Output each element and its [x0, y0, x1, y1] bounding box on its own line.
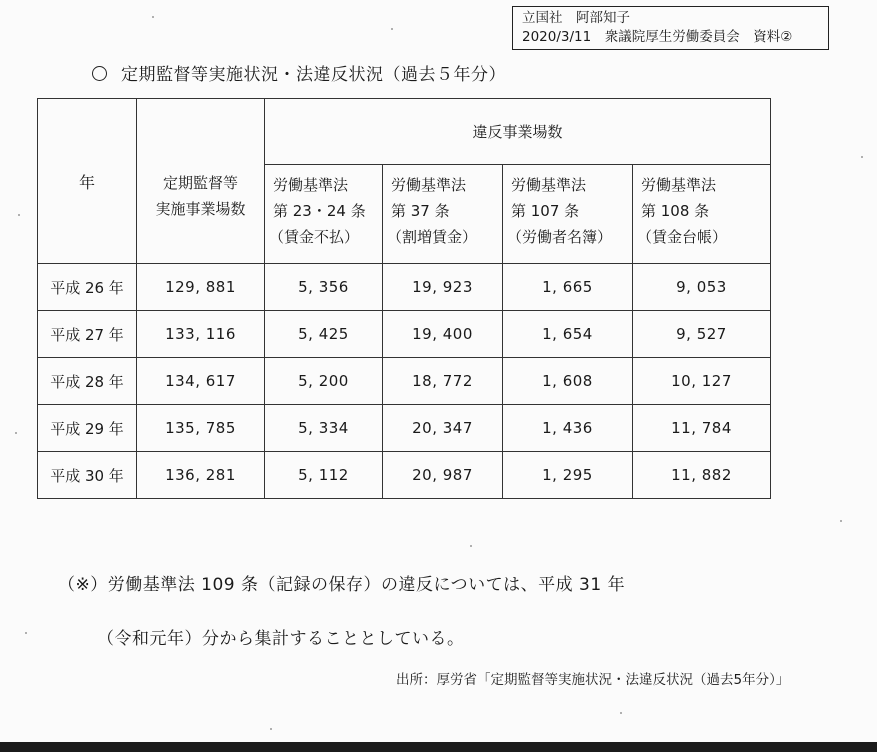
violation-count: 20, 987	[383, 452, 503, 499]
scan-speck	[470, 545, 472, 547]
table-row	[38, 358, 771, 405]
violation-count: 1, 295	[503, 452, 633, 499]
inspection-violation-table	[37, 98, 771, 499]
violation-count: 1, 654	[503, 311, 633, 358]
table-row	[38, 311, 771, 358]
law-column-header	[383, 165, 503, 264]
violations-header: 違反事業場数	[265, 99, 771, 165]
violation-count: 1, 665	[503, 264, 633, 311]
violation-count: 18, 772	[383, 358, 503, 405]
violation-count: 11, 784	[633, 405, 771, 452]
inspection-header-line1: 定期監督等	[162, 174, 238, 192]
row-year: 平成 28 年	[38, 358, 137, 405]
law-article: 第 107 条	[511, 202, 580, 220]
inspection-header-line2: 実施事業場数	[155, 200, 246, 218]
document-title	[92, 60, 506, 85]
row-year: 平成 27 年	[38, 311, 137, 358]
violation-count: 20, 347	[383, 405, 503, 452]
scan-speck	[270, 728, 272, 730]
inspection-count: 133, 116	[137, 311, 265, 358]
law-name: 労働基準法	[511, 176, 587, 194]
violation-count: 10, 127	[633, 358, 771, 405]
circle-bullet-icon	[92, 66, 107, 81]
inspection-count: 129, 881	[137, 264, 265, 311]
law-column-header	[633, 165, 771, 264]
source-citation: 出所：厚労省「定期監督等実施状況・法違反状況（過去5年分）」	[396, 672, 790, 688]
law-name: 労働基準法	[391, 176, 467, 194]
footnote-line1: （※）労働基準法 109 条（記録の保存）の違反については、平成 31 年	[58, 575, 626, 595]
violation-count: 5, 334	[265, 405, 383, 452]
law-article: 第 23・24 条	[273, 202, 366, 220]
scan-speck	[620, 712, 622, 714]
violation-count: 5, 200	[265, 358, 383, 405]
law-article: 第 108 条	[641, 202, 710, 220]
inspection-count: 135, 785	[137, 405, 265, 452]
violation-count: 5, 112	[265, 452, 383, 499]
scan-speck	[861, 156, 863, 158]
document-title-text: 定期監督等実施状況・法違反状況（過去５年分）	[121, 65, 506, 85]
scan-bottom-edge	[0, 742, 877, 752]
year-header: 年	[38, 99, 137, 264]
source-box-line2: 2020/3/11 衆議院厚生労働委員会 資料②	[522, 29, 793, 45]
footnote-line2: （令和元年）分から集計することとしている。	[97, 629, 465, 649]
violation-count: 9, 527	[633, 311, 771, 358]
violation-count: 5, 425	[265, 311, 383, 358]
row-year: 平成 30 年	[38, 452, 137, 499]
scan-speck	[391, 28, 393, 30]
violation-count: 19, 923	[383, 264, 503, 311]
violation-count: 1, 436	[503, 405, 633, 452]
violation-count: 11, 882	[633, 452, 771, 499]
scan-speck	[18, 214, 20, 216]
violation-count: 5, 356	[265, 264, 383, 311]
law-subject: （割増賃金）	[387, 228, 478, 246]
row-year: 平成 29 年	[38, 405, 137, 452]
scan-speck	[840, 520, 842, 522]
inspection-count: 136, 281	[137, 452, 265, 499]
table-row	[38, 405, 771, 452]
law-column-header	[265, 165, 383, 264]
law-article: 第 37 条	[391, 202, 450, 220]
violation-count: 19, 400	[383, 311, 503, 358]
source-reference-box	[512, 6, 829, 50]
law-name: 労働基準法	[641, 176, 717, 194]
law-name: 労働基準法	[273, 176, 349, 194]
table-row	[38, 452, 771, 499]
inspection-count-header	[137, 99, 265, 264]
scan-speck	[152, 16, 154, 18]
law-subject: （賃金台帳）	[637, 228, 728, 246]
scan-speck	[15, 432, 17, 434]
violation-count: 9, 053	[633, 264, 771, 311]
law-column-header	[503, 165, 633, 264]
inspection-count: 134, 617	[137, 358, 265, 405]
scan-speck	[25, 632, 27, 634]
source-box-line1: 立国社 阿部知子	[522, 10, 630, 26]
law-subject: （労働者名簿）	[507, 228, 613, 246]
violation-count: 1, 608	[503, 358, 633, 405]
table-row	[38, 264, 771, 311]
law-subject: （賃金不払）	[269, 228, 360, 246]
row-year: 平成 26 年	[38, 264, 137, 311]
